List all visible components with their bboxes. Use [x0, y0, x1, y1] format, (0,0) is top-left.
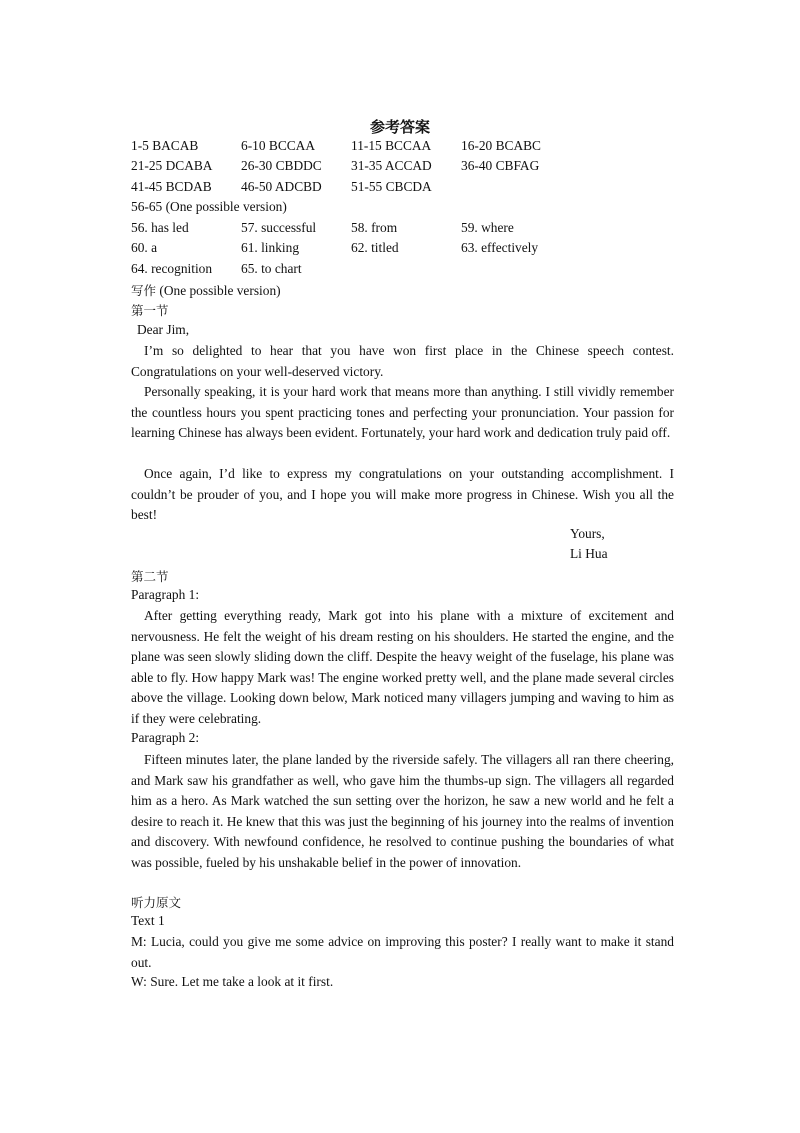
paragraph-label: Paragraph 1: — [131, 587, 200, 602]
letter-closing: Yours, — [570, 526, 605, 541]
grammar-cell: 62. titled — [351, 240, 399, 255]
answer-cell: 26-30 CBDDC — [241, 158, 322, 173]
answer-cell: 51-55 CBCDA — [351, 179, 432, 194]
grammar-cell: 60. a — [131, 240, 158, 255]
answer-cell: 41-45 BCDAB — [131, 179, 212, 194]
answer-cell: 31-35 ACCAD — [351, 158, 432, 173]
answer-cell: 16-20 BCABC — [461, 138, 541, 153]
dialogue-line: M: Lucia, could you give me some advice on improving this poster? I really want to make it stand out. — [131, 934, 674, 970]
grammar-cell: 56. has led — [131, 220, 189, 235]
writing-heading-cn: 写作 — [131, 283, 157, 298]
letter-paragraph: Personally speaking, it is your hard work that means more than anything. I still vividly remember the countless hours you spent practicing tones and perfecting your pronunciation. Your passion for learning Chinese has always been evident. Fortunately, your hard work and dedication truly paid off. — [131, 384, 674, 441]
grammar-cell: 58. from — [351, 220, 398, 235]
letter-signature: Li Hua — [570, 546, 608, 561]
grammar-heading: 56-65 (One possible version) — [131, 199, 287, 214]
page-title: 参考答案 — [369, 118, 430, 136]
writing-heading — [131, 281, 281, 299]
answer-cell: 46-50 ADCBD — [241, 179, 322, 194]
section-label: 第一节 — [131, 303, 169, 318]
dialogue-line: W: Sure. Let me take a look at it first. — [131, 974, 334, 989]
grammar-cell: 57. successful — [241, 220, 317, 235]
answer-cell: 6-10 BCCAA — [241, 138, 316, 153]
answer-cell: 1-5 BACAB — [131, 138, 199, 153]
grammar-cell: 59. where — [461, 220, 514, 235]
grammar-cell: 61. linking — [241, 240, 300, 255]
letter-salutation: Dear Jim, — [137, 322, 190, 337]
listening-heading: 听力原文 — [131, 895, 182, 910]
section-label: 第二节 — [131, 569, 169, 584]
grammar-cell: 64. recognition — [131, 261, 213, 276]
grammar-cell: 63. effectively — [461, 240, 539, 255]
answer-cell: 21-25 DCABA — [131, 158, 213, 173]
story-paragraph: After getting everything ready, Mark got into his plane with a mixture of excitement and nervousness. He felt the weight of his dream resting on his shoulders. He started the engine, and the plane was seen slowly sliding down the cliff. Despite the heavy weight of the fuselage, his plane was able to fly. How happy Mark was! The engine worked pretty well, and the plane made several circles above the village. Looking down below, Mark noticed many villagers jumping and waving to him as if they were celebrating. — [131, 608, 674, 726]
answer-cell: 11-15 BCCAA — [351, 138, 432, 153]
text-label: Text 1 — [131, 913, 165, 928]
paragraph-label: Paragraph 2: — [131, 730, 200, 745]
grammar-cell: 65. to chart — [241, 261, 302, 276]
writing-heading-en: (One possible version) — [159, 283, 281, 298]
answer-cell: 36-40 CBFAG — [461, 158, 540, 173]
story-paragraph: Fifteen minutes later, the plane landed by the riverside safely. The villagers all ran there cheering, and Mark saw his grandfather as well, who gave him the thumbs-up sign. The villagers all regarded him as a hero. As Mark watched the sun setting over the horizon, he saw a new world and he felt a desire to reach it. He knew that this was just the beginning of his journey into the realms of invention and discovery. With newfound confidence, he resolved to continue pushing the boundaries of what was possible, fueled by his unshakable belief in the power of innovation. — [131, 752, 674, 870]
letter-paragraph: I’m so delighted to hear that you have won first place in the Chinese speech contest. Congratulations on your well-deserved victory. — [131, 343, 674, 379]
letter-paragraph: Once again, I’d like to express my congratulations on your outstanding accomplishment. I couldn’t be prouder of you, and I hope you will make more progress in Chinese. Wish you all the best! — [131, 466, 674, 523]
